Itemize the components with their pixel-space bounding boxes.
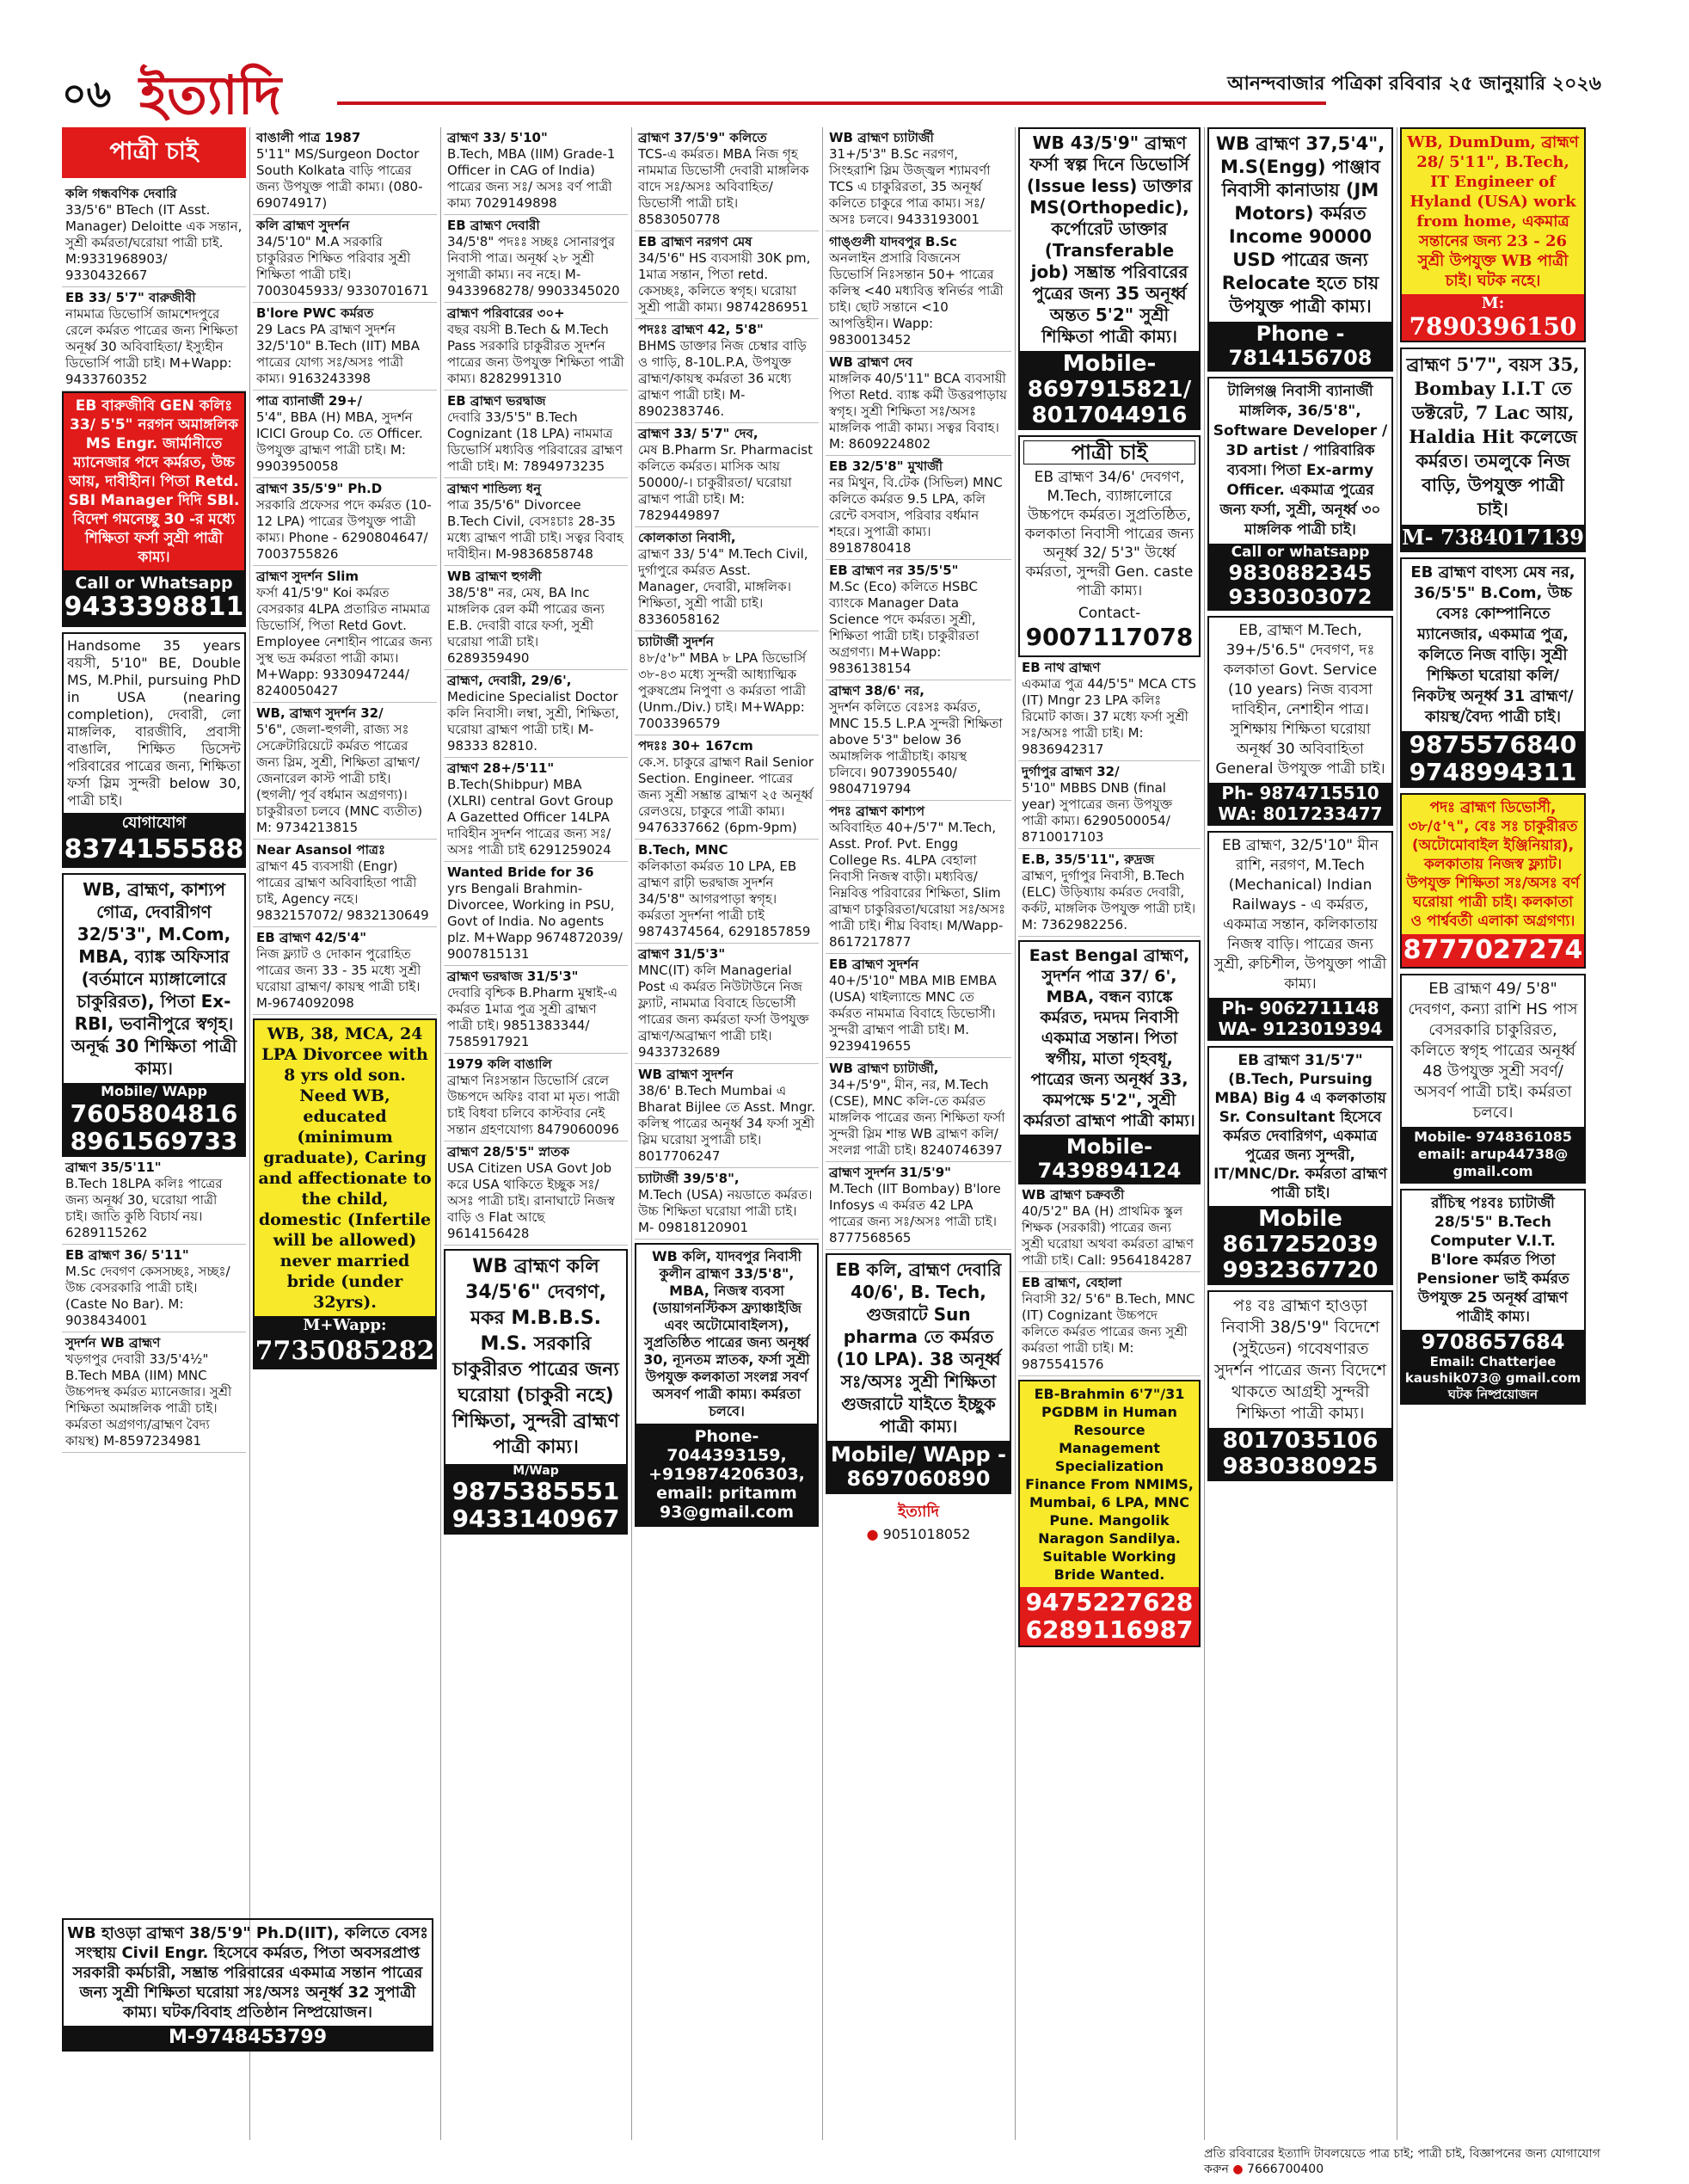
- classified-ad: ব্রাহ্মণ 28+/5'11" B.Tech(Shibpur) MBA (XLRI) central Govt Group A Gazetted Officer 14LPA দাবিহীন সুদর্শন পাত্রের জন্য সঃ/অসঃ পাত্রী চাই 6291259024: [444, 758, 628, 862]
- classified-ad: WB ব্রাহ্মণ চ্যাটার্জী, 34+/5'9", মীন, নর, M.Tech (CSE), MNC কলি-তে কর্মরত মাঙ্গলিক পাত্রের জন্য শিক্ষিতা ফর্সা সুন্দরী স্লিম শান্ত WB ব্রাহ্মণ কলি/ সংলগ্ন পাত্রী চাই। 8240746397: [826, 1058, 1011, 1162]
- boxed-ad: EB ব্রাহ্মণ 31/5'7" (B.Tech, Pursuing MBA) Big 4 এ কলকাতায় Sr. Consultant হিসেবে কর্মরত দেবারিগণ, একমাত্র পুত্রের জন্য সুন্দরী, IT/MNC/Dr. কর্মরতা ব্রাহ্মণ পাত্রী চাই। Mobile 8617252039 9932367720: [1207, 1046, 1393, 1285]
- boxed-ad: WB কলি, যাদবপুর নিবাসী কুলীন ব্রাহ্মণ 33/5'8", MBA, নিজস্ব ব্যবসা (ডায়াগনস্টিকস ফ্র্যাঞ্চাইজি এবং অটোমোবাইলস), সুপ্রতিষ্ঠিত পাত্রের জন্য অনূর্ধ্ব 30, ন্যূনতম স্নাতক, ফর্সা সুশ্রী উপযুক্ত কলকাতা সংলগ্ন সবর্ণ অসবর্ণ পাত্রী কাম্য। কর্মরতা চলবে। Phone- 7044393159, +919874206303, email: pritamm 93@gmail.com: [635, 1243, 819, 1527]
- classified-ad: 1979 কলি বাঙালি ব্রাহ্মণ নিঃসন্তান ডিভোর্সি রেলে উচ্চপদে অফিঃ বাবা মা মৃত। পাত্রী চাই বিধবা চলিবে কাস্টবার নেই সন্তান গ্রহণযোগ্য 8479060096: [444, 1054, 628, 1141]
- classified-ad: ব্রাহ্মণ 33/ 5'10" B.Tech, MBA (IIM) Grade-1 Officer in CAG of India) পাত্রের জন্য সঃ/ অসঃ বর্ণ পাত্রী কাম্য 7029149898: [444, 127, 628, 215]
- classified-ad: EB ব্রাহ্মণ নর 35/5'5" M.Sc (Eco) কলিতে HSBC ব্যাংকে Manager Data Science পদে কর্মরত। সুশ্রী, শিক্ষিতা পাত্রী চাই। চাকুরীরতা অগ্রগণ্য। M+Wapp: 9836138154: [826, 560, 1011, 680]
- classified-ad: বাঙালী পাত্র 1987 5'11" MS/Surgeon Doctor South Kolkata বাড়ি পাত্রের জন্য উপযুক্ত পাত্রী কাম্য। (080-69074917): [253, 127, 437, 215]
- page-header: [62, 62, 1601, 126]
- boxed-ad: পাত্রী চাই EB ব্রাহ্মণ 34/6' দেবগণ, M.Tech, ব্যাঙ্গালোরে উচ্চপদে কর্মরত। সুপ্রতিষ্ঠিত, কলকাতা নিবাসী পাত্রের জন্য অনূর্ধ্ব 32/ 5'3" উর্ধ্বে কর্মরতা, সুন্দরী Gen. caste পাত্রী কাম্য। Contact- 9007117078: [1018, 435, 1201, 657]
- dateline: আনন্দবাজার পত্রিকা রবিবার ২৫ জানুয়ারি ২০২৬: [1227, 73, 1601, 95]
- boxed-ad: WB ব্রাহ্মণ 37,5'4", M.S(Engg) পাঞ্জাব নিবাসী কানাডায় (JM Motors) কর্মরত Income 90000 USD পাত্রের জন্য Relocate হতে চায় উপযুক্ত পাত্রী কাম্য। Phone - 7814156708: [1207, 127, 1393, 372]
- boxed-ad: EB কলি, ব্রাহ্মণ দেবারি 40/6', B. Tech, গুজরাটে Sun pharma তে কর্মরত (10 LPA). 38 অনূর্ধ্ব সঃ/অসঃ সুশ্রী শিক্ষিতা গুজরাটে যাইতে ইচ্ছুক পাত্রী কাম্য। Mobile/ WApp - 8697060890: [826, 1253, 1011, 1494]
- classified-ad: ব্রাহ্মণ 33/ 5'7" দেব, মেষ B.Pharm Sr. Pharmacist কলিতে কর্মরত। মাসিক আয় 50000/-। চাকুরীরতা/ ঘরোয়া ব্রাহ্মণ পাত্রী চাই। M: 7829449897: [635, 423, 819, 527]
- column-divider: [822, 127, 823, 2140]
- classified-ad: ব্রাহ্মণ 28/5'5" স্নাতক USA Citizen USA Govt Job করে USA থাকিতে ইচ্ছুক সঃ/অসঃ পাত্রী চাই। রানাঘাটে নিজস্ব বাড়ি ও Flat আছে 9614156428: [444, 1141, 628, 1246]
- classified-ad: WB ব্রাহ্মণ চক্রবর্তী 40/5'2" BA (H) প্রাথমিক স্কুল শিক্ষক (সরকারী) পাত্রের জন্য সুশ্রী ঘরোয়া অথবা কর্মরতা ব্রাহ্মণ পাত্রী চাই। Call: 9564184287: [1018, 1184, 1201, 1272]
- classified-ad: E.B, 35/5'11", রুদ্রজ ব্রাহ্মণ, দুর্গাপুর নিবাসী, B.Tech (ELC) উড়িষ্যায় কর্মরত দেবারী, কর্কট, মাঙ্গলিক উপযুক্ত পাত্রী চাই। M: 7362982256.: [1018, 849, 1201, 937]
- classified-ad: ব্রাহ্মণ সুদর্শন 31/5'9" M.Tech (IIT Bombay) B'lore Infosys এ কর্মরত 42 LPA পাত্রের জন্য সঃ/অসঃ পাত্রী চাই। 8777568565: [826, 1162, 1011, 1250]
- classified-ad: WB ব্রাহ্মণ সুদর্শন 38/6' B.Tech Mumbai এ Bharat Bijlee তে Asst. Mngr. কলিস্থ পাত্রের অনূর্ধ্ব 34 ফর্সা সুশ্রী স্লিম ঘরোয়া সুপাত্রী চাই। 8017706247: [635, 1064, 819, 1168]
- classified-ad: WB, ব্রাহ্মণ সুদর্শন 32/ 5'6", জেলা-হুগলী, রাজ্য সঃ সেক্রেটারিয়েটে কর্মরত পাত্রের জন্য স্লিম, সুশ্রী, শিক্ষিতা ব্রাহ্মণ/ জেনারেল কাস্ট পাত্রী চাই। (হুগলী/ পূর্ব বর্ধমান অগ্রগণ্য)। চাকুরীরতা চলবে (MNC ব্যতীত) M: 9734213815: [253, 703, 437, 840]
- classified-ad: Wanted Bride for 36 yrs Bengali Brahmin-Divorcee, Working in PSU, Govt of India. No agents plz. M+Wapp 9674872039/ 9007815131: [444, 862, 628, 966]
- classified-ad: দুর্গাপুর ব্রাহ্মণ 32/ 5'10" MBBS DNB (final year) সুপাত্রের জন্য উপযুক্ত পাত্রী কাম্য। 6290500054/ 8710017103: [1018, 761, 1201, 849]
- classified-ad: EB নাথ ব্রাহ্মণ একমাত্র পুত্র 44/5'5" MCA CTS (IT) Mngr 23 LPA কলিঃ রিমোট কাজ। 37 মধ্যে ফর্সা সুশ্রী সঃ/অসঃ পাত্রী চাই। M: 9836942317: [1018, 657, 1201, 761]
- classified-ad: পদঃঃ 30+ 167cm কে.স. চাকুরে ব্রাহ্মণ Rail Senior Section. Engineer. পাত্রের জন্য সুশ্রী সম্ভ্রান্ত ব্রাহ্মণ ২৫ অনূর্ধ্ব রেলওয়ে, চাকুরে পাত্রী কাম্য। 9476337662 (6pm-9pm): [635, 735, 819, 840]
- classified-ad: গাঙ্গুলী যাদবপুর B.Sc অনলাইন প্রসারি বিজনেস ডিভোর্সি নিঃসন্তান 50+ পাত্রের কলিস্থ <40 মধ্যবিত্ত স্বনির্ভর পাত্রী চাই। ছোট সন্তানে <10 আপত্তিহীন। Wapp: 9830013452: [826, 231, 1011, 352]
- boxed-ad: WB ব্রাহ্মণ কলি 34/5'6" দেবগণ, মকর M.B.B.S. M.S. সরকারি চাকুরীরত পাত্রের জন্য ঘরোয়া (চাকুরী নহে) শিক্ষিতা, সুন্দরী ব্রাহ্মণ পাত্রী কাম্য। M/Wap 9875385551 9433140967: [444, 1249, 628, 1535]
- classified-ad: ব্রাহ্মণ, দেবারী, 29/6', Medicine Specialist Doctor কলি নিবাসী। লম্বা, সুশ্রী, শিক্ষিতা, ঘরোয়া ব্রাহ্মণ পাত্রী চাই। M- 98333 82810.: [444, 670, 628, 758]
- boxed-ad: EB বারুজীবি GEN কলিঃ 33/ 5'5" নরগন অমাঙ্গলিক MS Engr. জার্মানীতে ম্যানেজার পদে কর্মরত, উচ্চ আয়, দাবীহীন। পিতা Retd. SBI Manager দিদি SBI. বিদেশ গমনেচ্ছু 30 -র মধ্যে শিক্ষিতা ফর্সা সুশ্রী পাত্রী কাম্য। Call or Whatsapp 9433398811: [62, 391, 246, 627]
- boxed-ad: WB, DumDum, ব্রাহ্মণ 28/ 5'11", B.Tech, IT Engineer of Hyland (USA) work from home, একমাত্র সন্তানের জন্য 23 - 26 সুশ্রী উপযুক্ত WB পাত্রী চাই। ঘটক নহে। M: 7890396150: [1400, 127, 1586, 342]
- column-5: [826, 127, 1011, 2140]
- classified-ad: ব্রাহ্মণ 31/5'3" MNC(IT) কলি Managerial Post এ কর্মরত নিউটাউনে নিজ ফ্ল্যাট, নামমাত্র বিবাহে ডিভোর্সী পাত্রের জন্য কর্মরতা ফর্সা উপযুক্ত ব্রাহ্মণ/অব্রাহ্মণ পাত্রী চাই। 9433732689: [635, 944, 819, 1064]
- page-number: ০৬: [62, 72, 112, 116]
- section-title: ইত্যাদি: [139, 64, 282, 126]
- classified-ad: EB ব্রাহ্মণ ভরদ্বাজ দেবারি 33/5'5" B.Tech Cognizant (18 LPA) নামমাত্র ডিভোর্সি মধ্যবিত্ত পরিবারের ব্রাহ্মণ পাত্রী চাই। M: 7894973235: [444, 391, 628, 478]
- classified-ad: EB ব্রাহ্মণ 36/ 5'11" M.Sc দেবগণ কেসসচ্ছঃ, সচ্ছঃ/ উচ্চ বেসরকারি পাত্রী চাই। (Caste No Bar). M: 9038434001: [62, 1245, 246, 1332]
- boxed-ad: East Bengal ব্রাহ্মণ, সুদর্শন পাত্র 37/ 6', MBA, বন্ধন ব্যাঙ্কে কর্মরত, দমদম নিবাসী একমাত্র সন্তান। পিতা স্বর্গীয়, মাতা গৃহবধূ, পাত্রের জন্য অনূর্ধ্ব 33, কমপক্ষে 5'2", সুশ্রী কর্মরতা ব্রাহ্মণ পাত্রী কাম্য। Mobile- 7439894124: [1018, 940, 1201, 1184]
- boxed-ad-wide: WB হাওড়া ব্রাহ্মণ 38/5'9" Ph.D(IIT), কলিতে বেসঃ সংস্থায় Civil Engr. হিসেবে কর্মরত, পিতা অবসরপ্রাপ্ত সরকারী কর্মচারী, সম্ভ্রান্ত পরিবারের একমাত্র সন্তান পাত্রের জন্য সুশ্রী শিক্ষিতা ঘরোয়া সঃ/অসঃ অনূর্ধ্ব 32 সুপাত্রী কাম্য। ঘটক/বিবাহ প্রতিষ্ঠান নিষ্প্রয়োজন। M-9748453799: [62, 1918, 433, 2052]
- boxed-ad: EB-Brahmin 6'7"/31 PGDBM in Human Resource Management Specialization Finance From NMIMS, Mumbai, 6 LPA, MNC Pune. Mangolik Naragon Sandilya. Suitable Working Bride Wanted. 9475227628 6289116987: [1018, 1380, 1201, 1647]
- classified-ad: ব্রাহ্মণ 35/5'11" B.Tech 18LPA কলিঃ পাত্রের জন্য অনূর্ধ্ব 30, ঘরোয়া পাত্রী চাই। জাতি কুষ্ঠি বিচার্য নয়। 6289115262: [62, 1157, 246, 1245]
- column-2: [253, 127, 437, 1916]
- header-rule: [337, 102, 1326, 105]
- boxed-ad: WB, ব্রাহ্মণ, কাশ্যপ গোত্র, দেবারীগণ 32/5'3", M.Com, MBA, ব্যাঙ্ক অফিসার (বর্তমানে ম্যাঙ্গালোরে চাকুরিরত), পিতা Ex-RBI, ভবানীপুরে স্বগৃহ। অনূর্দ্ধ 30 শিক্ষিতা পাত্রী কাম্য। Mobile/ WApp 7605804816 8961569733: [62, 873, 246, 1157]
- classified-ad: ব্রাহ্মণ সুদর্শন Slim ফর্সা 41/5'9" Koi কর্মরত বেসরকার 4LPA প্রতারিত নামমাত্র ডিভোর্সি, পিতা Retd Govt. Employee নেশাহীন পাত্রের জন্য সুস্থ ভদ্র কর্মরতা পাত্রী কাম্য। M+Wapp: 9330947244/ 8240050427: [253, 566, 437, 703]
- column-divider: [440, 127, 441, 2140]
- classified-ad: EB 33/ 5'7" বারুজীবী নামমাত্র ডিভোর্সি জামশেদপুরে রেলে কর্মরত পাত্রের জন্য শিক্ষিতা অনূর্ধ্ব 30 অবিবাহিতা/ ইস্যুহীন ডিভোর্সি পাত্রী চাই। M+Wapp: 9433760352: [62, 287, 246, 391]
- classified-ad: EB 32/5'8" মুখার্জী নর মিথুন, বি.টেক (সিভিল) MNC কলিতে কর্মরত 9.5 LPA, কলি রেন্টে বসবাস, পরিবার বর্ধমান শহরে। সুপাত্রী কাম্য। 8918780418: [826, 456, 1011, 560]
- boxed-ad: পঃ বঃ ব্রাহ্মণ হাওড়া নিবাসী 38/5'9" বিদেশে (সুইডেন) গবেষণারত সুদর্শন পাত্রের জন্য বিদেশে থাকতে আগ্রহী সুন্দরী শিক্ষিতা পাত্রী কাম্য। 8017035106 9830380925: [1207, 1290, 1393, 1481]
- column-6: [1018, 127, 1201, 2140]
- classified-ad: ব্রাহ্মণ 37/5'9" কলিতে TCS-এ কর্মরত। MBA নিজ গৃহ নামমাত্র ডিভোর্সী দেবারী মাঙ্গলিক বাদে সঃ/অসঃ অবিবাহিত/ ডিভোর্সী পাত্রী চাই। 8583050778: [635, 127, 819, 231]
- classified-ad: পদঃঃ ব্রাহ্মণ 42, 5'8" BHMS ডাক্তার নিজ চেম্বার বাড়ি ও গাড়ি, 8-10L.P.A, উপযুক্ত ব্রাহ্মণ/কায়স্থ কর্মরতা 36 মধ্যে ব্রাহ্মণ পাত্রী চাই। M-8902383746.: [635, 319, 819, 423]
- classified-ad: পদঃ ব্রাহ্মণ কাশ্যপ অবিবাহিত 40+/5'7" M.Tech, Asst. Prof. Pvt. Engg College Rs. 4LPA বেহালা নিবাসী নিজস্ব বাড়ী। মধ্যবিত্ত/ নিম্নবিত্ত পরিবারের শিক্ষিতা, Slim ব্রাহ্মণ চাকুরিরতা/ঘরোয়া সঃ/অসঃ পাত্রী চাই। শীঘ্র বিবাহ। M/Wapp- 8617217877: [826, 801, 1011, 954]
- column-divider: [1204, 127, 1205, 2140]
- classified-ad: WB ব্রাহ্মণ হুগলী 38/5'8" নর, মেষ, BA Inc মাঙ্গলিক রেল কর্মী পাত্রের জন্য E.B. দেবারী বারে ফর্সা, সুশ্রী ঘরোয়া পাত্রী চাই। 6289359490: [444, 566, 628, 670]
- classified-ad: EB ব্রাহ্মণ সুদর্শন 40+/5'10" MBA MIB EMBA (USA) থাইল্যান্ডে MNC তে কর্মরত নামমাত্র বিবাহে ডিভোর্সী। সুন্দরী ব্রাহ্মণ পাত্রী চাই। M. 9239419655: [826, 954, 1011, 1058]
- classified-ad: EB ব্রাহ্মণ 42/5'4" নিজ ফ্ল্যাট ও দোকান পুরোহিত পাত্রের জন্য 33 - 35 মধ্যে সুশ্রী ঘরোয়া ব্রাহ্মণ/ কায়স্থ পাত্রী চাই। M-9674092098: [253, 927, 437, 1015]
- classified-ad: ব্রাহ্মণ পরিবারের ৩০+ বছর বয়সী B.Tech & M.Tech Pass সরকারি চাকুরীরত সুদর্শন পাত্রের জন্য উপযুক্ত শিক্ষিতা পাত্রী কাম্য। 8282991310: [444, 303, 628, 391]
- boxed-ad: WB 43/5'9" ব্রাহ্মণ ফর্সা স্বল্প দিনে ডিভোর্সি (Issue less) ডাক্তার MS(Orthopedic), কর্পোরেট ডাক্তার (Transferable job) সম্ভ্রান্ত পরিবারের পুত্রের জন্য 35 অনূর্ধ্ব অন্তত 5'2" সুশ্রী শিক্ষিতা পাত্রী কাম্য। Mobile- 8697915821/ 8017044916: [1018, 127, 1201, 430]
- boxed-ad: রাঁচিস্থ পঃবঃ চ্যাটার্জী 28/5'5" B.Tech Computer V.I.T. B'lore কর্মরত পিতা Pensioner ভাই কর্মরত উপযুক্ত 25 অনূর্ধ্ব ব্রাহ্মণ পাত্রীই কাম্য। 9708657684 Email: Chatterjee kaushik073@ gmail.com ঘটক নিষ্প্রয়োজন: [1400, 1189, 1586, 1405]
- classified-ad: B.Tech, MNC কলিকাতা কর্মরত 10 LPA, EB ব্রাহ্মণ রাঢ়ী ভরদ্বাজ সুদর্শন 34/5'8" আগরপাড়া স্বগৃহ। কর্মরতা সুদর্শনা পাত্রী চাই 9874374564, 6291857859: [635, 840, 819, 944]
- boxed-ad: EB ব্রাহ্মণ বাৎস্য মেষ নর, 36/5'5" B.Com, উচ্চ বেসঃ কোম্পানিতে ম্যানেজার, একমাত্র পুত্র, কলিতে নিজ বাড়ি। সুশ্রী শিক্ষিতা ঘরোয়া কলি/নিকটস্থ অনূর্ধ্ব 31 ব্রাহ্মণ/ কায়স্থ/বৈদ্য পাত্রী চাই। 9875576840 9748994311: [1400, 557, 1586, 788]
- column-4: [635, 127, 819, 2140]
- classified-ad: চ্যাটার্জী 39/5'8", M.Tech (USA) নয়ডাতে কর্মরত। উচ্চ শিক্ষিতা ঘরোয়া পাত্রী চাই। M- 09818120901: [635, 1168, 819, 1240]
- section-banner: পাত্রী চাই: [62, 127, 246, 178]
- classified-ad: EB ব্রাহ্মণ নরগণ মেষ 34/5'6" HS ব্যবসায়ী 30K pm, 1মাত্র সন্তান, পিতা retd. কেসচ্ছঃ, কলিতে স্বগৃহ। ঘরোয়া সুশ্রী পাত্রী কাম্য। 9874286951: [635, 231, 819, 319]
- classified-ad: EB ব্রাহ্মণ দেবারী 34/5'8" পদঃঃ সচ্ছঃ সোনারপুর নিবাসী পাত্র। অনূর্ধ্ব ২৮ সুশ্রী সুগাত্রী কাম্য। নব নহে। M-9433968278/ 9903345020: [444, 215, 628, 303]
- classified-ad: WB ব্রাহ্মণ দেব মাঙ্গলিক 40/5'11" BCA ব্যবসায়ী পিতা Retd. ব্যাঙ্ক কর্মী উত্তরপাড়ায় স্বগৃহ। সুশ্রী শিক্ষিতা সঃ/অসঃ মাঙ্গলিক পাত্রী কাম্য। সত্বর বিবাহ। M: 8609224802: [826, 352, 1011, 456]
- classified-ad: কোলকাতা নিবাসী, ব্রাহ্মণ 33/ 5'4" M.Tech Civil, দুর্গাপুরে কর্মরত Asst. Manager, দেবারী, মাঙ্গলিক। শিক্ষিতা, সুশ্রী পাত্রী চাই। 8336058162: [635, 527, 819, 631]
- column-3: [444, 127, 628, 2140]
- boxed-ad: টালিগঞ্জ নিবাসী ব্যানার্জী মাঙ্গলিক, 36/5'8", Software Developer / 3D artist / পারিবারিক ব্যবসা। পিতা Ex-army Officer. একমাত্র পুত্রের জন্য ফর্সা, সুশ্রী, অনূর্ধ্ব ৩০ মাঙ্গলিক পাত্রী চাই। Call or whatsapp 9830882345 9330303072: [1207, 377, 1393, 611]
- classified-ad: চ্যাটার্জী সুদর্শন ৪৮/৫'৮" MBA ৮ LPA ডিভোর্সি ৩৮-৪৩ মধ্যে সুন্দরী আধ্যাত্মিক পুরুষপ্রেম নিপুণা ও কর্মরতা পাত্রী (Unm./Div.) চাই। M+WApp: 7003396579: [635, 631, 819, 735]
- boxed-ad: Handsome 35 years বয়সী, 5'10" BE, Double MS, M.Phil, pursuing PhD in USA (nearing completion), দেবারী, লো মাঙ্গলিক, বারজীবি, প্রবাসী বাঙালি, শিক্ষিত ডিসেন্ট পরিবারের পাত্রের জন্য, শিক্ষিতা ফর্সা স্লিম সুন্দরী below 30, পাত্রী চাই। যোগাযোগ 8374155588: [62, 632, 246, 868]
- classified-ad: B'lore PWC কর্মরত 29 Lacs PA ব্রাহ্মণ সুদর্শন 32/5'10" B.Tech (IIT) MBA পাত্রের যোগ্য সঃ/অসঃ পাত্রী কাম্য। 9163243398: [253, 303, 437, 391]
- column-8: [1400, 127, 1586, 2140]
- boxed-ad: EB, ব্রাহ্মণ M.Tech, 39+/5'6.5" দেবগণ, দঃ কলকাতা Govt. Service (10 years) নিজ ব্যবসা দাবিহীন, নেশাহীন পাত্র। সুশিক্ষায় শিক্ষিতা ঘরোয়া অনূর্ধ্ব 30 অবিবাহিতা General উপযুক্ত পাত্রী চাই। Ph- 9874715510 WA: 8017233477: [1207, 616, 1393, 826]
- column-7: [1207, 127, 1393, 2140]
- itadi-contact: ইত্যাদি ● 9051018052: [866, 1503, 971, 1542]
- classified-ad: WB ব্রাহ্মণ চ্যাটার্জী 31+/5'3" B.Sc নরগণ, সিংহরাশি স্লিম উজ্জ্বল শ্যামবর্ণা TCS এ চাকুরিরতা, 35 অনূর্ধ্ব কলিতে চাকুরে পাত্র কাম্য। সঃ/অসঃ চলবে। 9433193001: [826, 127, 1011, 231]
- footer-note: প্রতি রবিবারের ইত্যাদি টাবলয়েডে পাত্র চাই; পাত্রী চাই, বিজ্ঞাপনের জন্য যোগাযোগ করুন ● 7666700400: [1204, 2147, 1600, 2176]
- classified-ad: সুদর্শন WB ব্রাহ্মণ খড়গপুর দেবারী 33/5'4½" B.Tech MBA (IIM) MNC উচ্চপদস্থ কর্মরত ম্যানেজার। সুশ্রী শিক্ষিতা অমাঙ্গলিক পাত্রী চাই। কর্মরতা অগ্রগণ্য/ব্রাহ্মণ বৈদ্য কায়স্থ) M-8597234981: [62, 1332, 246, 1453]
- classified-ad: ব্রাহ্মণ ভরদ্বাজ 31/5'3" দেবারি বৃশ্চিক B.Pharm মুম্বাই-এ কর্মরত 1মাত্র পুত্র সুশ্রী ব্রাহ্মণ পাত্রী চাই। 9851383344/ 7585917921: [444, 966, 628, 1054]
- classified-ad: ব্রাহ্মণ শান্ডিল্য ধনু পাত্র 35/5'6" Divorcee B.Tech Civil, বেসঃচাঃ 28-35 মধ্যে ব্রাহ্মণ পাত্রী চাই। সত্বর বিবাহ দাবীহীন। M-9836858748: [444, 478, 628, 566]
- classified-ad: ব্রাহ্মণ 35/5'9" Ph.D সরকারি প্রফেসর পদে কর্মরত (10-12 LPA) পাত্রের উপযুক্ত পাত্রী কাম্য। Phone - 6290804647/ 7003755826: [253, 478, 437, 566]
- column-divider: [1015, 127, 1016, 2140]
- classified-ad: কলি গন্ধবণিক দেবারি 33/5'6" BTech (IT Asst. Manager) Deloitte এক সন্তান, সুশ্রী কর্মরতা/ঘরোয়া পাত্রী চাই. M:9331968903/ 9330432667: [62, 183, 246, 287]
- classified-ad: ব্রাহ্মণ 38/6' নর, সুদর্শন কলিতে বেঃসঃ কর্মরত, MNC 15.5 L.P.A সুন্দরী শিক্ষিতা above 5'3" below 36 অমাঙ্গলিক পাত্রীচাই। কায়স্থ চলিবে। 9073905540/ 9804719794: [826, 680, 1011, 801]
- boxed-ad: EB ব্রাহ্মণ 49/ 5'8" দেবগণ, কন্যা রাশি HS পাস বেসরকারি চাকুরিরত, কলিতে স্বগৃহ পাত্রের অনূর্ধ্ব 48 উপযুক্ত সুশ্রী সবর্ণ/ অসবর্ণ পাত্রী চাই। কর্মরতা চলবে। Mobile- 9748361085 email: arup44738@ gmail.com: [1400, 974, 1586, 1184]
- classified-ad: পাত্র ব্যানার্জী 29+/ 5'4", BBA (H) MBA, সুদর্শন ICICI Group Co. তে Officer. উপযুক্ত ব্রাহ্মণ পাত্রী চাই। M: 9903950058: [253, 391, 437, 478]
- column-divider: [631, 127, 632, 2140]
- boxed-ad: পদঃ ব্রাহ্মণ ডিভোর্সী, ৩৮/৫'৭", বেঃ সঃ চাকুরীরত (অটোমোবাইল ইঞ্জিনিয়ার), কলকাতায় নিজস্ব ফ্ল্যাট। উপযুক্ত শিক্ষিতা সঃ/অসঃ বর্ণ ঘরোয়া পাত্রী চাই। কলকাতা ও পার্শ্ববর্তী এলাকা অগ্রগণ্য। 8777027274: [1400, 793, 1586, 969]
- boxed-ad: ব্রাহ্মণ 5'7", বয়স 35, Bombay I.I.T তে ডক্টরেট, 7 Lac আয়, Haldia Hit কলেজে কর্মরত। তমলুকে নিজ বাড়ি, উপযুক্ত পাত্রী চাই। M- 7384017139: [1400, 348, 1586, 552]
- column-divider: [249, 127, 250, 2140]
- classified-ad: EB ব্রাহ্মণ, বেহালা নিবাসী 32/ 5'6" B.Tech, MNC (IT) Cognizant উচ্চপদে কলিতে কর্মরত পাত্রের জন্য সুশ্রী কর্মরতা পাত্রী চাই। M: 9875541576: [1018, 1272, 1201, 1376]
- classified-ad: কলি ব্রাহ্মণ সুদর্শন 34/5'10" M.A সরকারি চাকুরিরত শিক্ষিত পরিবার সুশ্রী শিক্ষিতা পাত্রী চাই। 7003045933/ 9330701671: [253, 215, 437, 303]
- column-1: [62, 127, 246, 1916]
- boxed-ad: EB ব্রাহ্মণ, 32/5'10" মীন রাশি, নরগণ, M.Tech (Mechanical) Indian Railways - এ কর্মরত, একমাত্র সন্তান, কলিকাতায় নিজস্ব বাড়ি। পাত্রের জন্য সুশ্রী, রুচিশীল, উপযুক্তা পাত্রী কাম্য। Ph- 9062711148 WA- 9123019394: [1207, 831, 1393, 1041]
- classified-ad: Near Asansol পাত্রঃ ব্রাহ্মণ 45 ব্যবসায়ী (Engr) পাত্রের ব্রাহ্মণ অবিবাহিতা পাত্রী চাই, Agency নহে। 9832157072/ 9832130649: [253, 840, 437, 927]
- boxed-ad: WB, 38, MCA, 24 LPA Divorcee with 8 yrs old son. Need WB, educated (minimum graduate), Caring and affectionate to the child, domestic (Infertile will be allowed) never married bride (under 32yrs). M+Wapp: 7735085282: [253, 1018, 437, 1369]
